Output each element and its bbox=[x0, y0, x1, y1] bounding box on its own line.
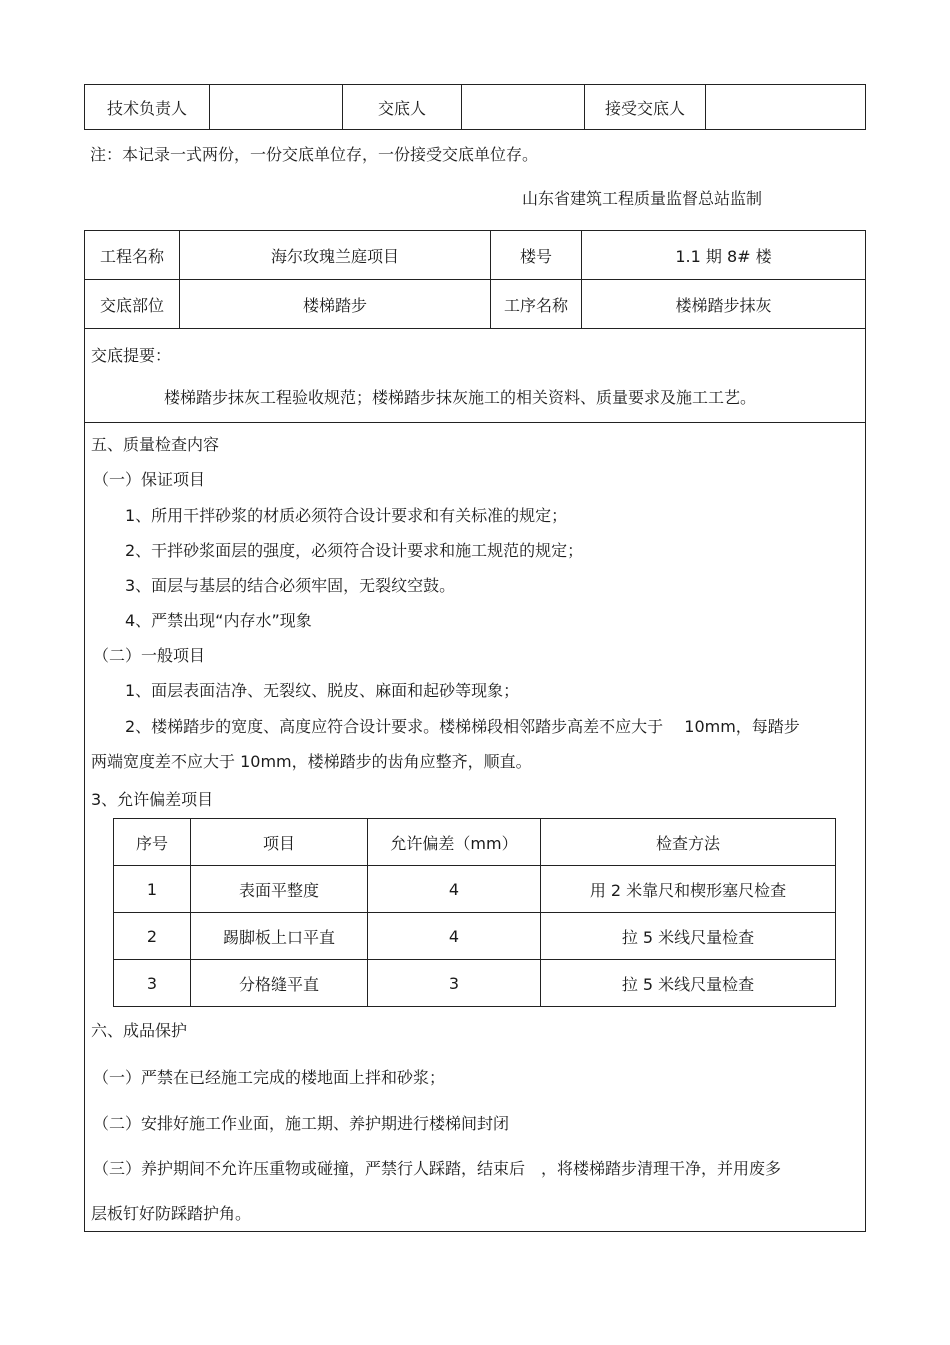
protection-item: （一）严禁在已经施工完成的楼地面上拌和砂浆； bbox=[93, 1068, 446, 1087]
summary-label: 交底提要： bbox=[91, 346, 172, 365]
table-cell: 用 2 米靠尺和楔形塞尺检查 bbox=[541, 866, 836, 913]
header-cell: 检查方法 bbox=[541, 819, 836, 866]
quality-heading: 五、质量检查内容 bbox=[91, 435, 220, 454]
project-info-table bbox=[85, 231, 865, 329]
tech-lead-value bbox=[210, 85, 343, 130]
project-name-value: 海尔玫瑰兰庭项目 bbox=[180, 231, 491, 280]
table-row bbox=[114, 866, 836, 913]
guarantee-heading: （一）保证项目 bbox=[93, 470, 206, 489]
general-item-continued: 两端宽度差不应大于 10mm，楼梯踏步的齿角应整齐，顺直。 bbox=[91, 752, 532, 771]
issuer-text: 山东省建筑工程质量监督总站监制 bbox=[522, 189, 763, 208]
table-cell: 表面平整度 bbox=[191, 866, 368, 913]
table-cell: 3 bbox=[114, 960, 191, 1007]
guarantee-item: 3、面层与基层的结合必须牢固，无裂纹空鼓。 bbox=[125, 576, 456, 595]
protection-item-continued: 层板钉好防踩踏护角。 bbox=[91, 1204, 252, 1223]
part-value: 楼梯踏步 bbox=[180, 280, 491, 329]
header-cell: 项目 bbox=[191, 819, 368, 866]
table-row bbox=[114, 913, 836, 960]
table-cell: 4 bbox=[368, 913, 541, 960]
general-item: 1、面层表面洁净、无裂纹、脱皮、麻面和起砂等现象； bbox=[125, 681, 520, 700]
guarantee-item: 2、干拌砂浆面层的强度，必须符合设计要求和施工规范的规定； bbox=[125, 541, 584, 560]
guarantee-item: 4、严禁出现“内存水”现象 bbox=[125, 611, 312, 630]
table-cell: 3 bbox=[368, 960, 541, 1007]
protection-heading: 六、成品保护 bbox=[91, 1021, 188, 1040]
guarantee-item: 1、所用干拌砂浆的材质必须符合设计要求和有关标准的规定； bbox=[125, 506, 568, 525]
table-cell: 拉 5 米线尺量检查 bbox=[541, 913, 836, 960]
header-cell: 序号 bbox=[114, 819, 191, 866]
header-cell: 允许偏差（mm） bbox=[368, 819, 541, 866]
table-cell: 拉 5 米线尺量检查 bbox=[541, 960, 836, 1007]
tolerance-table bbox=[113, 818, 836, 1007]
table-cell: 踢脚板上口平直 bbox=[191, 913, 368, 960]
general-heading: （二）一般项目 bbox=[93, 646, 206, 665]
table-cell: 1 bbox=[114, 866, 191, 913]
table-row bbox=[114, 960, 836, 1007]
process-value: 楼梯踏步抹灰 bbox=[582, 280, 866, 329]
general-item: 2、楼梯踏步的宽度、高度应符合设计要求。楼梯梯段相邻踏步高差不应大于 10mm，每踏步 bbox=[125, 717, 800, 736]
signature-table bbox=[84, 84, 866, 130]
building-value: 1.1 期 8# 楼 bbox=[582, 231, 866, 280]
receiver-label: 接受交底人 bbox=[585, 85, 706, 130]
project-name-label: 工程名称 bbox=[85, 231, 180, 280]
tech-lead-label: 技术负责人 bbox=[85, 85, 210, 130]
summary-text: 楼梯踏步抹灰工程验收规范；楼梯踏步抹灰施工的相关资料、质量要求及施工工艺。 bbox=[164, 388, 757, 407]
building-label: 楼号 bbox=[491, 231, 582, 280]
disclosure-form bbox=[84, 230, 866, 1232]
protection-item: （二）安排好施工作业面，施工期、养护期进行楼梯间封闭 bbox=[93, 1114, 510, 1133]
table-header-row bbox=[114, 819, 836, 866]
summary-section bbox=[85, 329, 865, 423]
table-cell: 4 bbox=[368, 866, 541, 913]
receiver-value bbox=[706, 85, 866, 130]
process-label: 工序名称 bbox=[491, 280, 582, 329]
protection-item: （三）养护期间不允许压重物或碰撞，严禁行人踩踏，结束后 ，将楼梯踏步清理干净，并用废多 bbox=[93, 1159, 782, 1178]
table-cell: 分格缝平直 bbox=[191, 960, 368, 1007]
discloser-label: 交底人 bbox=[343, 85, 462, 130]
table-cell: 2 bbox=[114, 913, 191, 960]
discloser-value bbox=[462, 85, 585, 130]
record-note: 注：本记录一式两份，一份交底单位存，一份接受交底单位存。 bbox=[90, 145, 539, 164]
tolerance-heading: 3、允许偏差项目 bbox=[91, 790, 214, 809]
part-label: 交底部位 bbox=[85, 280, 180, 329]
